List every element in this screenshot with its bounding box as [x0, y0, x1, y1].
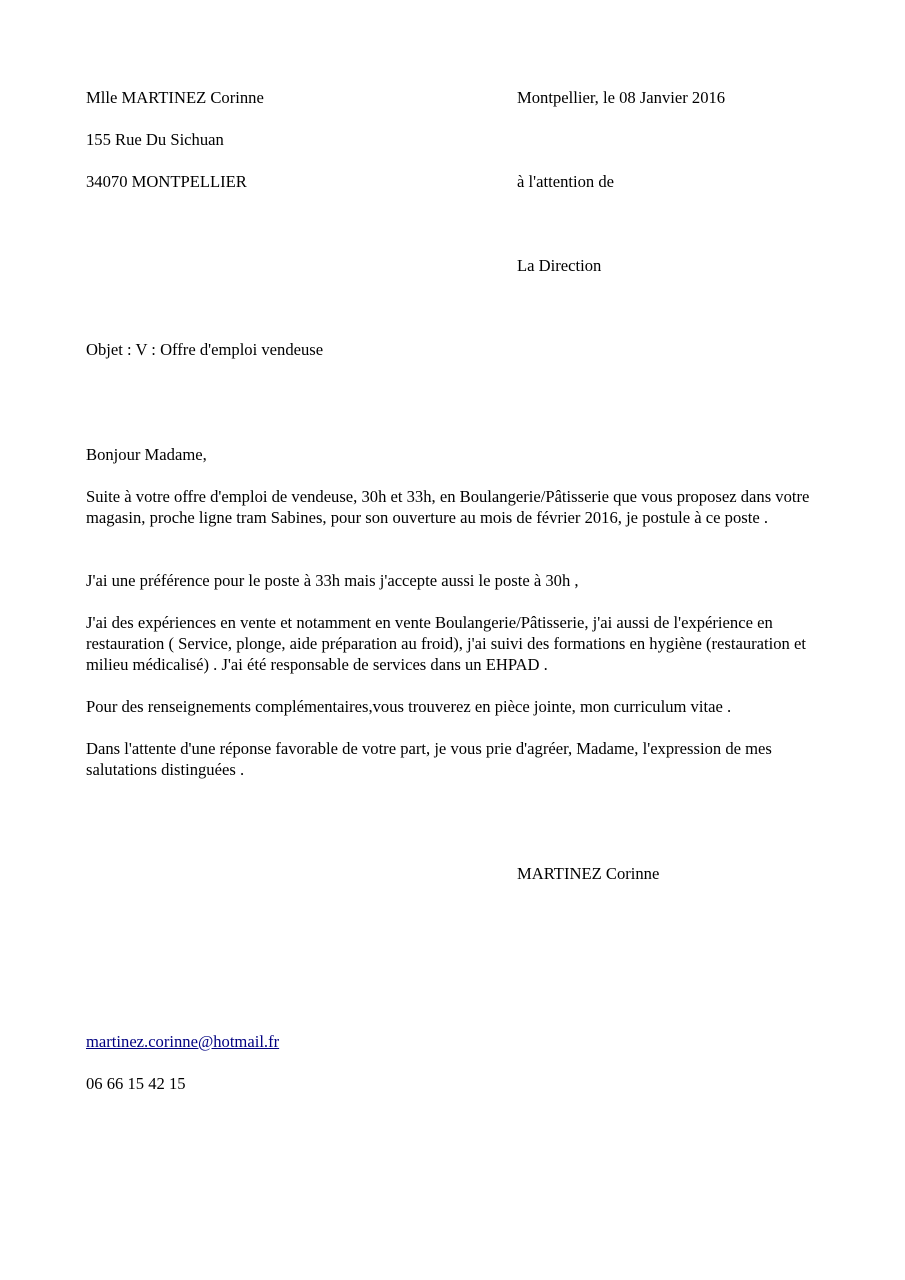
sender-city: 34070 MONTPELLIER	[86, 172, 247, 191]
salutation: Bonjour Madame,	[86, 445, 207, 464]
signature: MARTINEZ Corinne	[517, 864, 660, 883]
subject-line: Objet : V : Offre d'emploi vendeuse	[86, 340, 324, 359]
body-paragraph-4: Pour des renseignements complémentaires,vous trouverez en pièce jointe, mon curriculum vitae .	[86, 697, 732, 716]
email-line	[86, 1031, 279, 1052]
date-line: Montpellier, le 08 Janvier 2016	[517, 88, 726, 107]
body-paragraph-1: Suite à votre offre d'emploi de vendeuse, 30h et 33h, en Boulangerie/Pâtisserie que vous proposez dans votre magasin, proche ligne tram Sabines, pour son ouverture au mois de février 2016, je postule à ce poste .	[86, 487, 810, 527]
sender-street: 155 Rue Du Sichuan	[86, 130, 224, 149]
sender-name: Mlle MARTINEZ Corinne	[86, 88, 264, 107]
recipient-attention: à l'attention de	[517, 172, 614, 191]
body-paragraph-5: Dans l'attente d'une réponse favorable de votre part, je vous prie d'agréer, Madame, l'expression de mes salutations distinguées .	[86, 739, 772, 779]
phone-number: 06 66 15 42 15	[86, 1074, 186, 1093]
body-paragraph-3: J'ai des expériences en vente et notamment en vente Boulangerie/Pâtisserie, j'ai aussi de l'expérience en restauration ( Service, plonge, aide préparation au froid), j'ai suivi des formations en hygiène (restauration et milieu médicalisé) . J'ai été responsable de services dans un EHPAD .	[86, 613, 806, 674]
email-link[interactable]: martinez.corinne@hotmail.fr	[86, 1032, 280, 1051]
recipient-name: La Direction	[517, 256, 602, 275]
body-paragraph-2: J'ai une préférence pour le poste à 33h mais j'accepte aussi le poste à 30h ,	[86, 571, 579, 590]
